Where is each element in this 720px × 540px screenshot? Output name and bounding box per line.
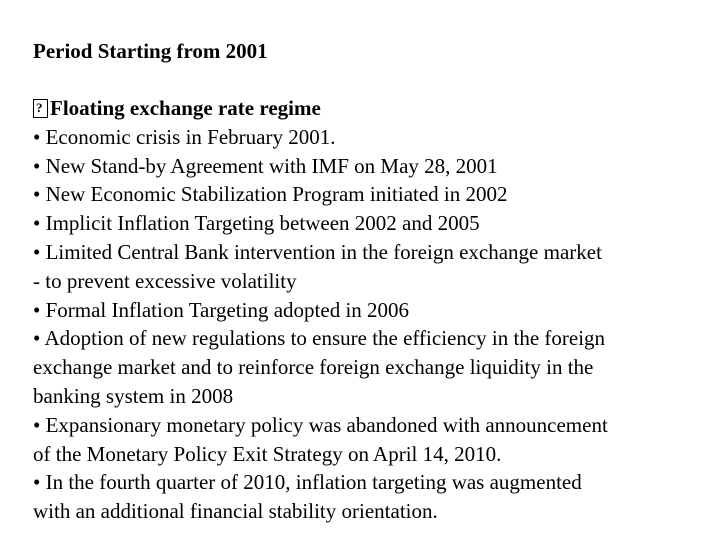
section-heading [33,94,713,123]
body-line: • Limited Central Bank intervention in the foreign exchange market [33,239,602,264]
body-line: exchange market and to reinforce foreign exchange liquidity in the [33,355,594,380]
body-line: • In the fourth quarter of 2010, inflation targeting was augmented [33,470,582,495]
body-line: banking system in 2008 [33,383,234,408]
body-line: - to prevent excessive volatility [33,268,297,293]
body-line: of the Monetary Policy Exit Strategy on April 14, 2010. [33,441,502,466]
section-heading-text: Floating exchange rate regime [50,96,321,120]
body-line: • Economic crisis in February 2001. [33,124,336,149]
body-line: • Expansionary monetary policy was abandoned with announcement [33,412,608,437]
body-line: • New Stand-by Agreement with IMF on May 28, 2001 [33,153,498,178]
slide-body [33,94,713,526]
body-line: • Formal Inflation Targeting adopted in 2006 [33,297,410,322]
missing-glyph-icon [33,99,48,118]
body-line: • Implicit Inflation Targeting between 2002 and 2005 [33,211,480,236]
slide-title: Period Starting from 2001 [33,39,268,63]
body-line: with an additional financial stability orientation. [33,499,438,524]
body-line: • New Economic Stabilization Program initiated in 2002 [33,182,508,207]
body-line: • Adoption of new regulations to ensure the efficiency in the foreign [33,326,606,351]
